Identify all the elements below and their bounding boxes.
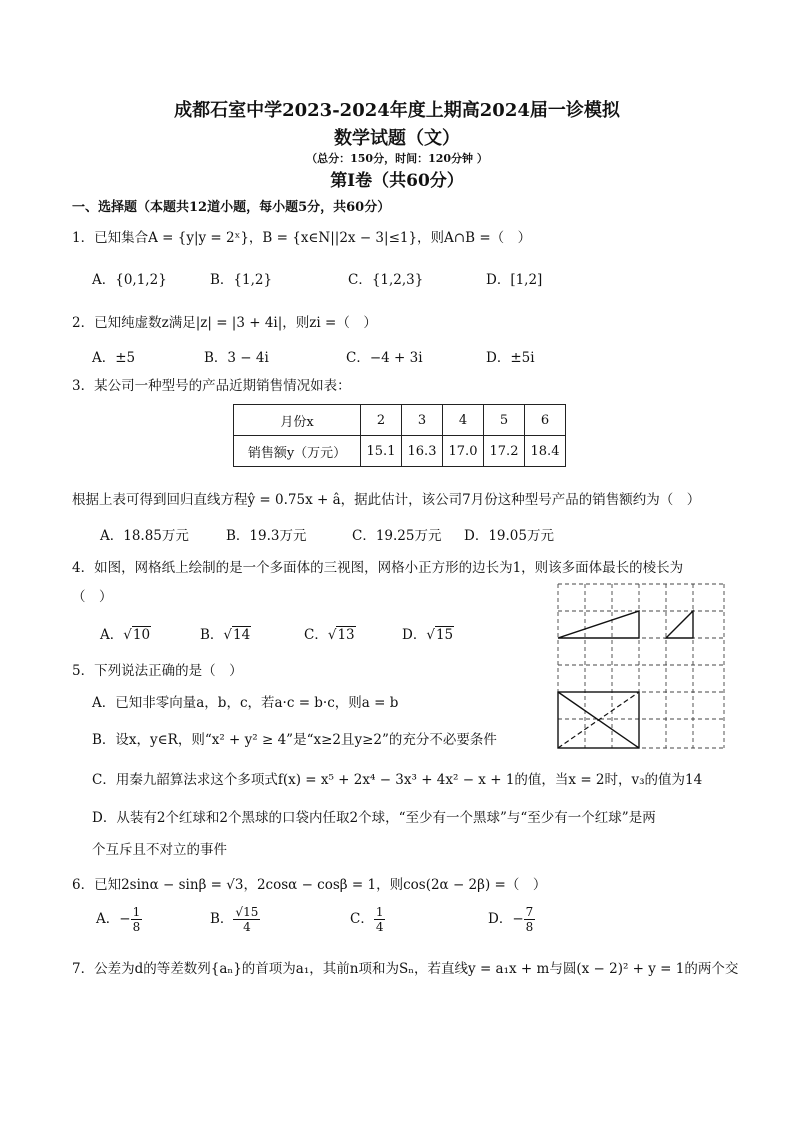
question-6-option-a: A．− $\frac{1}{8}$ — [96, 905, 141, 934]
grid-lines — [558, 584, 724, 748]
part-title: 第Ⅰ卷（共60分） — [330, 171, 464, 191]
question-4-paren: （ ） — [72, 589, 113, 605]
question-2-stem: 2．已知纯虚数z满足|z| = |3 + 4i|，则zi =（ ） — [72, 315, 377, 331]
question-2-option-c: C．−4 + 3i — [346, 350, 423, 366]
question-5-option-b: B．设x，y∈R，则“x² + y² ≥ 4”是“x≥2且y≥2”的充分不必要条件 — [92, 732, 497, 748]
question-4-stem: 4．如图，网格纸上绘制的是一个多面体的三视图，网格小正方形的边长为1，则该多面体最长的棱长为 — [72, 560, 684, 576]
fraction: $\frac{1}{8}$ — [132, 905, 141, 934]
table-cell: 3 — [402, 405, 443, 436]
side-view-triangle — [666, 611, 693, 638]
question-3-option-a: A．18.85万元 — [100, 528, 189, 544]
exam-info: （总分：150分，时间：120分钟 ） — [306, 152, 488, 165]
question-3-option-c: C．19.25万元 — [352, 528, 442, 544]
question-6-option-d: D．− $\frac{7}{8}$ — [488, 905, 534, 934]
question-6-stem: 6．已知2sinα − sinβ = √3，2cosα − cosβ = 1，则cos(2α − 2β) =（ ） — [72, 877, 547, 893]
three-view-figure — [556, 582, 726, 752]
question-4-option-b: B．√14 — [200, 627, 251, 643]
question-2-option-a: A．±5 — [92, 350, 136, 366]
table-cell: 2 — [361, 405, 402, 436]
question-6-option-c: C． $\frac{1}{4}$ — [350, 905, 384, 934]
table-cell: 18.4 — [525, 436, 566, 467]
sqrt-radicand: 15 — [435, 627, 454, 643]
table-cell: 16.3 — [402, 436, 443, 467]
question-6-option-b: B． $\frac{√15}{4}$ — [210, 905, 259, 934]
exam-title: 成都石室中学2023-2024年度上期高2024届一诊模拟 — [174, 100, 620, 121]
question-2-option-b: B．3 − 4i — [204, 350, 269, 366]
question-5-option-a: A．已知非零向量a，b，c，若a·c = b·c，则a = b — [92, 695, 399, 711]
question-5-option-d-line1: D．从装有2个红球和2个黑球的口袋内任取2个球，“至少有一个黑球”与“至少有一个红球”是两 — [92, 810, 656, 826]
table-row — [234, 405, 566, 436]
table-row — [234, 436, 566, 467]
question-4-option-a: A．√10 — [100, 627, 151, 643]
question-5-option-c: C．用秦九韶算法求这个多项式f(x) = x⁵ + 2x⁴ − 3x³ + 4x² − x + 1的值，当x = 2时，v₃的值为14 — [92, 772, 703, 788]
table-cell: 4 — [443, 405, 484, 436]
table-header-month: 月份x — [234, 405, 361, 436]
table-cell: 17.2 — [484, 436, 525, 467]
fraction: $\frac{7}{8}$ — [525, 905, 534, 934]
table-cell: 5 — [484, 405, 525, 436]
question-4-option-c: C．√13 — [304, 627, 355, 643]
question-1-option-d: D．[1,2] — [486, 272, 543, 288]
question-2-option-d: D．±5i — [486, 350, 535, 366]
question-3-stem: 3．某公司一种型号的产品近期销售情况如表： — [72, 378, 351, 394]
sqrt-radicand: 14 — [233, 627, 251, 643]
table-cell: 15.1 — [361, 436, 402, 467]
sales-table — [233, 404, 566, 467]
question-3-option-d: D．19.05万元 — [464, 528, 554, 544]
table-cell: 17.0 — [443, 436, 484, 467]
exam-subject-title: 数学试题（文） — [334, 128, 460, 149]
question-3-follow-text: 根据上表可得到回归直线方程ŷ = 0.75x + â，据此估计，该公司7月份这种型号产品的销售额约为（ ） — [72, 492, 701, 508]
fraction: $\frac{1}{4}$ — [375, 905, 384, 934]
question-1-option-c: C．{1,2,3} — [348, 272, 424, 288]
fraction: $\frac{√15}{4}$ — [235, 905, 259, 934]
question-1-option-b: B．{1,2} — [210, 272, 273, 288]
front-view-triangle — [558, 611, 639, 638]
sqrt-radicand: 10 — [132, 627, 151, 643]
question-1-option-a: A．{0,1,2} — [92, 272, 167, 288]
sqrt-radicand: 13 — [337, 627, 355, 643]
section-heading: 一、选择题（本题共12道小题，每小题5分，共60分） — [72, 200, 391, 215]
question-1-stem: 1．已知集合A = {y|y = 2ˣ}，B = {x∈N||2x − 3|≤1}，则A∩B =（ ） — [72, 230, 532, 246]
question-5-stem: 5．下列说法正确的是（ ） — [72, 663, 243, 679]
question-5-option-d-line2: 个互斥且不对立的事件 — [92, 842, 227, 858]
table-cell: 6 — [525, 405, 566, 436]
question-3-option-b: B．19.3万元 — [226, 528, 307, 544]
question-4-option-d: D．√15 — [402, 627, 454, 643]
table-header-sales: 销售额y（万元） — [234, 436, 361, 467]
question-7-stem: 7．公差为d的等差数列{aₙ}的首项为a₁，其前n项和为Sₙ，若直线y = a₁x + m与圆(x − 2)² + y = 1的两个交 — [72, 961, 739, 977]
